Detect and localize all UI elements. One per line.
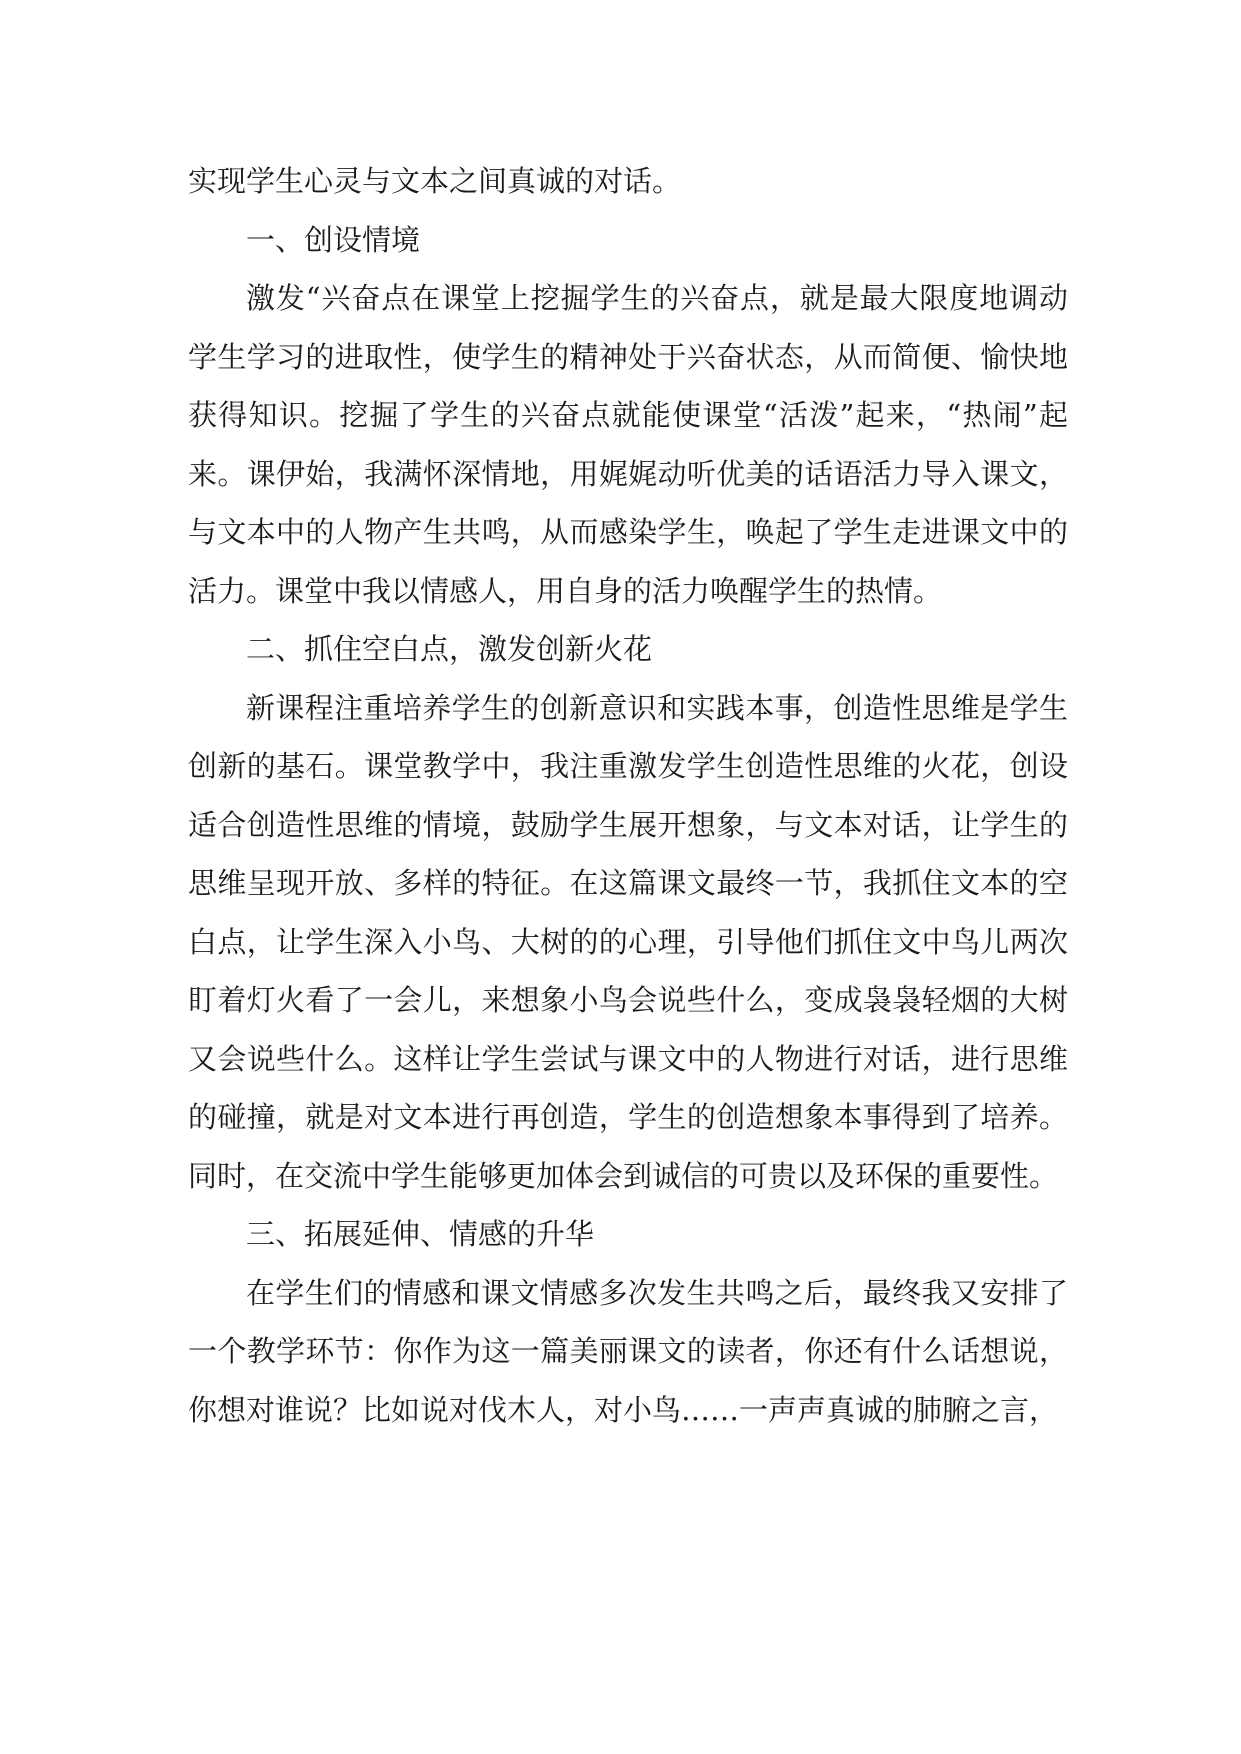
section-heading-1: 一、创设情境 [246,222,421,257]
paragraph-section-1: 激发“兴奋点在课堂上挖掘学生的兴奋点，就是最大限度地调动学生学习的进取性，使学生的精神处于兴奋状态，从而简便、愉快地获得知识。挖掘了学生的兴奋点就能使课堂“活泼”起来，“热闹”起来。课伊始，我满怀深情地，用娓娓动听优美的话语活力导入课文，与文本中的人物产生共鸣，从而感染学生，唤起了学生走进课文中的活力。课堂中我以情感人，用自身的活力唤醒学生的热情。 [188,281,1068,608]
section-heading-3: 三、拓展延伸、情感的升华 [246,1217,595,1251]
paragraph-section-2: 新课程注重培养学生的创新意识和实践本事，创造性思维是学生创新的基石。课堂教学中，我注重激发学生创造性思维的火花，创设适合创造性思维的情境，鼓励学生展开想象，与文本对话，让学生的思维呈现开放、多样的特征。在这篇课文最终一节，我抓住文本的空白点，让学生深入小鸟、大树的的心理，引导他们抓住文中鸟儿两次盯着灯火看了一会儿，来想象小鸟会说些什么，变成袅袅轻烟的大树又会说些什么。这样让学生尝试与课文中的人物进行对话，进行思维的碰撞，就是对文本进行再创造，学生的创造想象本事得到了培养。同时，在交流中学生能够更加体会到诚信的可贵以及环保的重要性。 [188,690,1068,1193]
paragraph-section-3: 在学生们的情感和课文情感多次发生共鸣之后，最终我又安排了一个教学环节：你作为这一篇美丽课文的读者，你还有什么话想说，你想对谁说？比如说对伐木人，对小鸟……一声声真诚的肺腑之言， [188,1275,1068,1427]
paragraph-continuation: 实现学生心灵与文本之间真诚的对话。 [188,164,682,198]
document-body [188,152,1068,1439]
section-heading-2: 二、抓住空白点，激发创新火花 [246,632,653,666]
